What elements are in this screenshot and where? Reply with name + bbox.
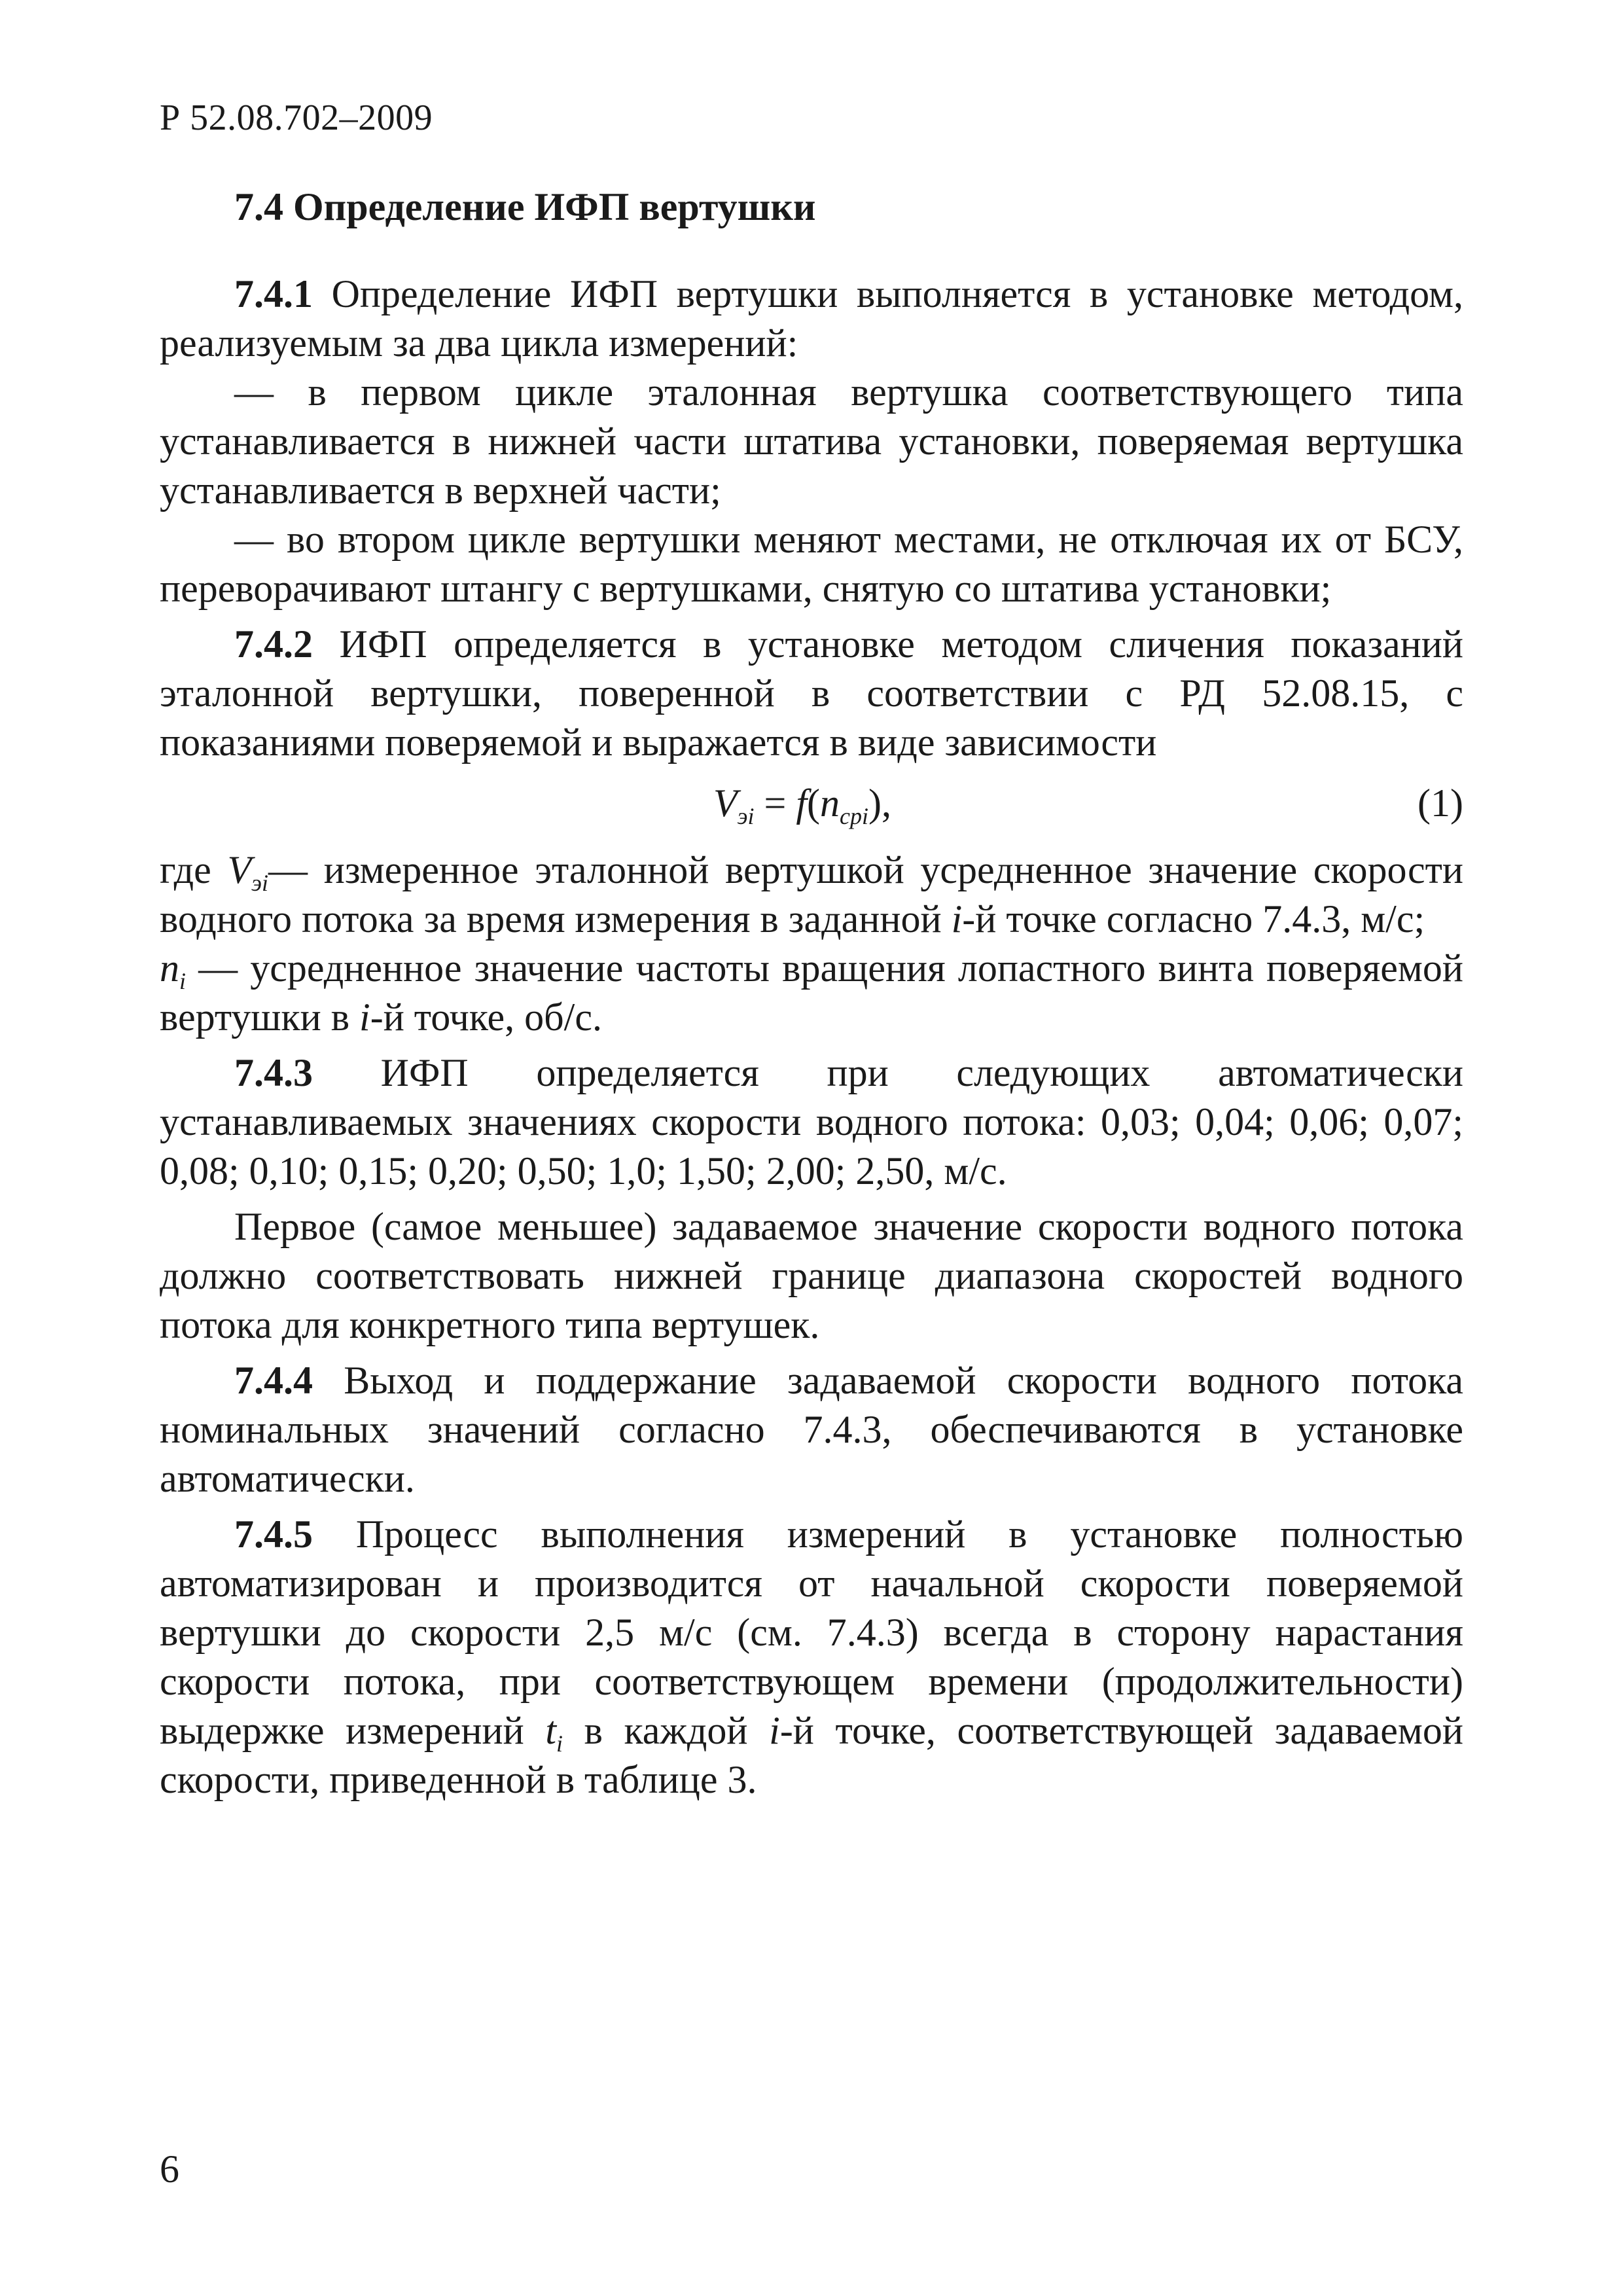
definition-v: где $V_{эi}—$ измеренное эталонной вертушкой усредненное значение скорости водного потока за время измерения в заданной i-й точке согласно 7.4.3, м/с;: [160, 848, 1463, 941]
document-code: Р 52.08.702–2009: [160, 98, 433, 138]
paragraph-7-4-1: [160, 270, 1463, 368]
paragraph-7-4-4: [160, 1356, 1463, 1503]
clause-number: 7.4.3: [234, 1051, 313, 1094]
document-body: [160, 270, 1463, 1804]
equation-number: (1): [1418, 781, 1463, 825]
formula-row: [160, 774, 1463, 846]
paragraph-text: ИФП определяется в установке методом сличения показаний эталонной вертушки, поверенной в соответствии с РД 52.08.15, с показаниями поверяемой и выражается в виде зависимости: [160, 622, 1463, 764]
definition-n: $n_i$ — усредненное значение частоты вращения лопастного винта поверяемой вертушки в i-й точке, об/с.: [160, 946, 1463, 1039]
section-title: 7.4 Определение ИФП вертушки: [234, 185, 816, 228]
paragraph-7-4-5: 7.4.5 Процесс выполнения измерений в установке полностью автоматизирован и производится от начальной скорости поверяемой вертушки до скорости 2,5 м/с (см. 7.4.3) всегда в сторону нарастания скорости потока, при соответствующем времени (продолжительности) выдержке измерений $t_i$ в каждой i-й точке, соответствующей задаваемой скорости, приведенной в таблице 3.: [160, 1513, 1464, 1801]
clause-number: 7.4.1: [234, 272, 313, 315]
paragraph-7-4-2: [160, 620, 1463, 767]
clause-number: 7.4.4: [234, 1359, 313, 1402]
clause-number: 7.4.5: [234, 1513, 313, 1556]
paragraph-text: Выход и поддержание задаваемой скорости водного потока номинальных значений согласно 7.4.3, обеспечиваются в установке автоматически.: [160, 1359, 1463, 1500]
clause-number: 7.4.2: [234, 622, 313, 666]
paragraph-text: ИФП определяется при следующих автоматически устанавливаемых значениях скорости водного потока: 0,03; 0,04; 0,06; 0,07; 0,08; 0,10; 0,15; 0,20; 0,50; 1,0; 1,50; 2,00; 2,50, м/с.: [160, 1051, 1463, 1193]
paragraph-text: Определение ИФП вертушки выполняется в установке методом, реализуемым за два цикла измерений:: [160, 272, 1463, 365]
paragraph-7-4-3: [160, 1049, 1463, 1196]
list-item: — в первом цикле эталонная вертушка соответствующего типа устанавливается в нижней части штатива установки, поверяемая вертушка устанавливается в верхней части;: [160, 370, 1463, 512]
page-number: 6: [160, 2147, 179, 2191]
list-item: — во втором цикле вертушки меняют местами, не отключая их от БСУ, переворачивают штангу с вертушками, снятую со штатива установки;: [160, 518, 1463, 610]
formula: $V_{эi} = f(n_{срi})$,: [713, 781, 891, 829]
paragraph-7-4-3-continued: Первое (самое меньшее) задаваемое значение скорости водного потока должно соответствовать нижней границе диапазона скоростей водного потока для конкретного типа вертушек.: [160, 1205, 1463, 1346]
